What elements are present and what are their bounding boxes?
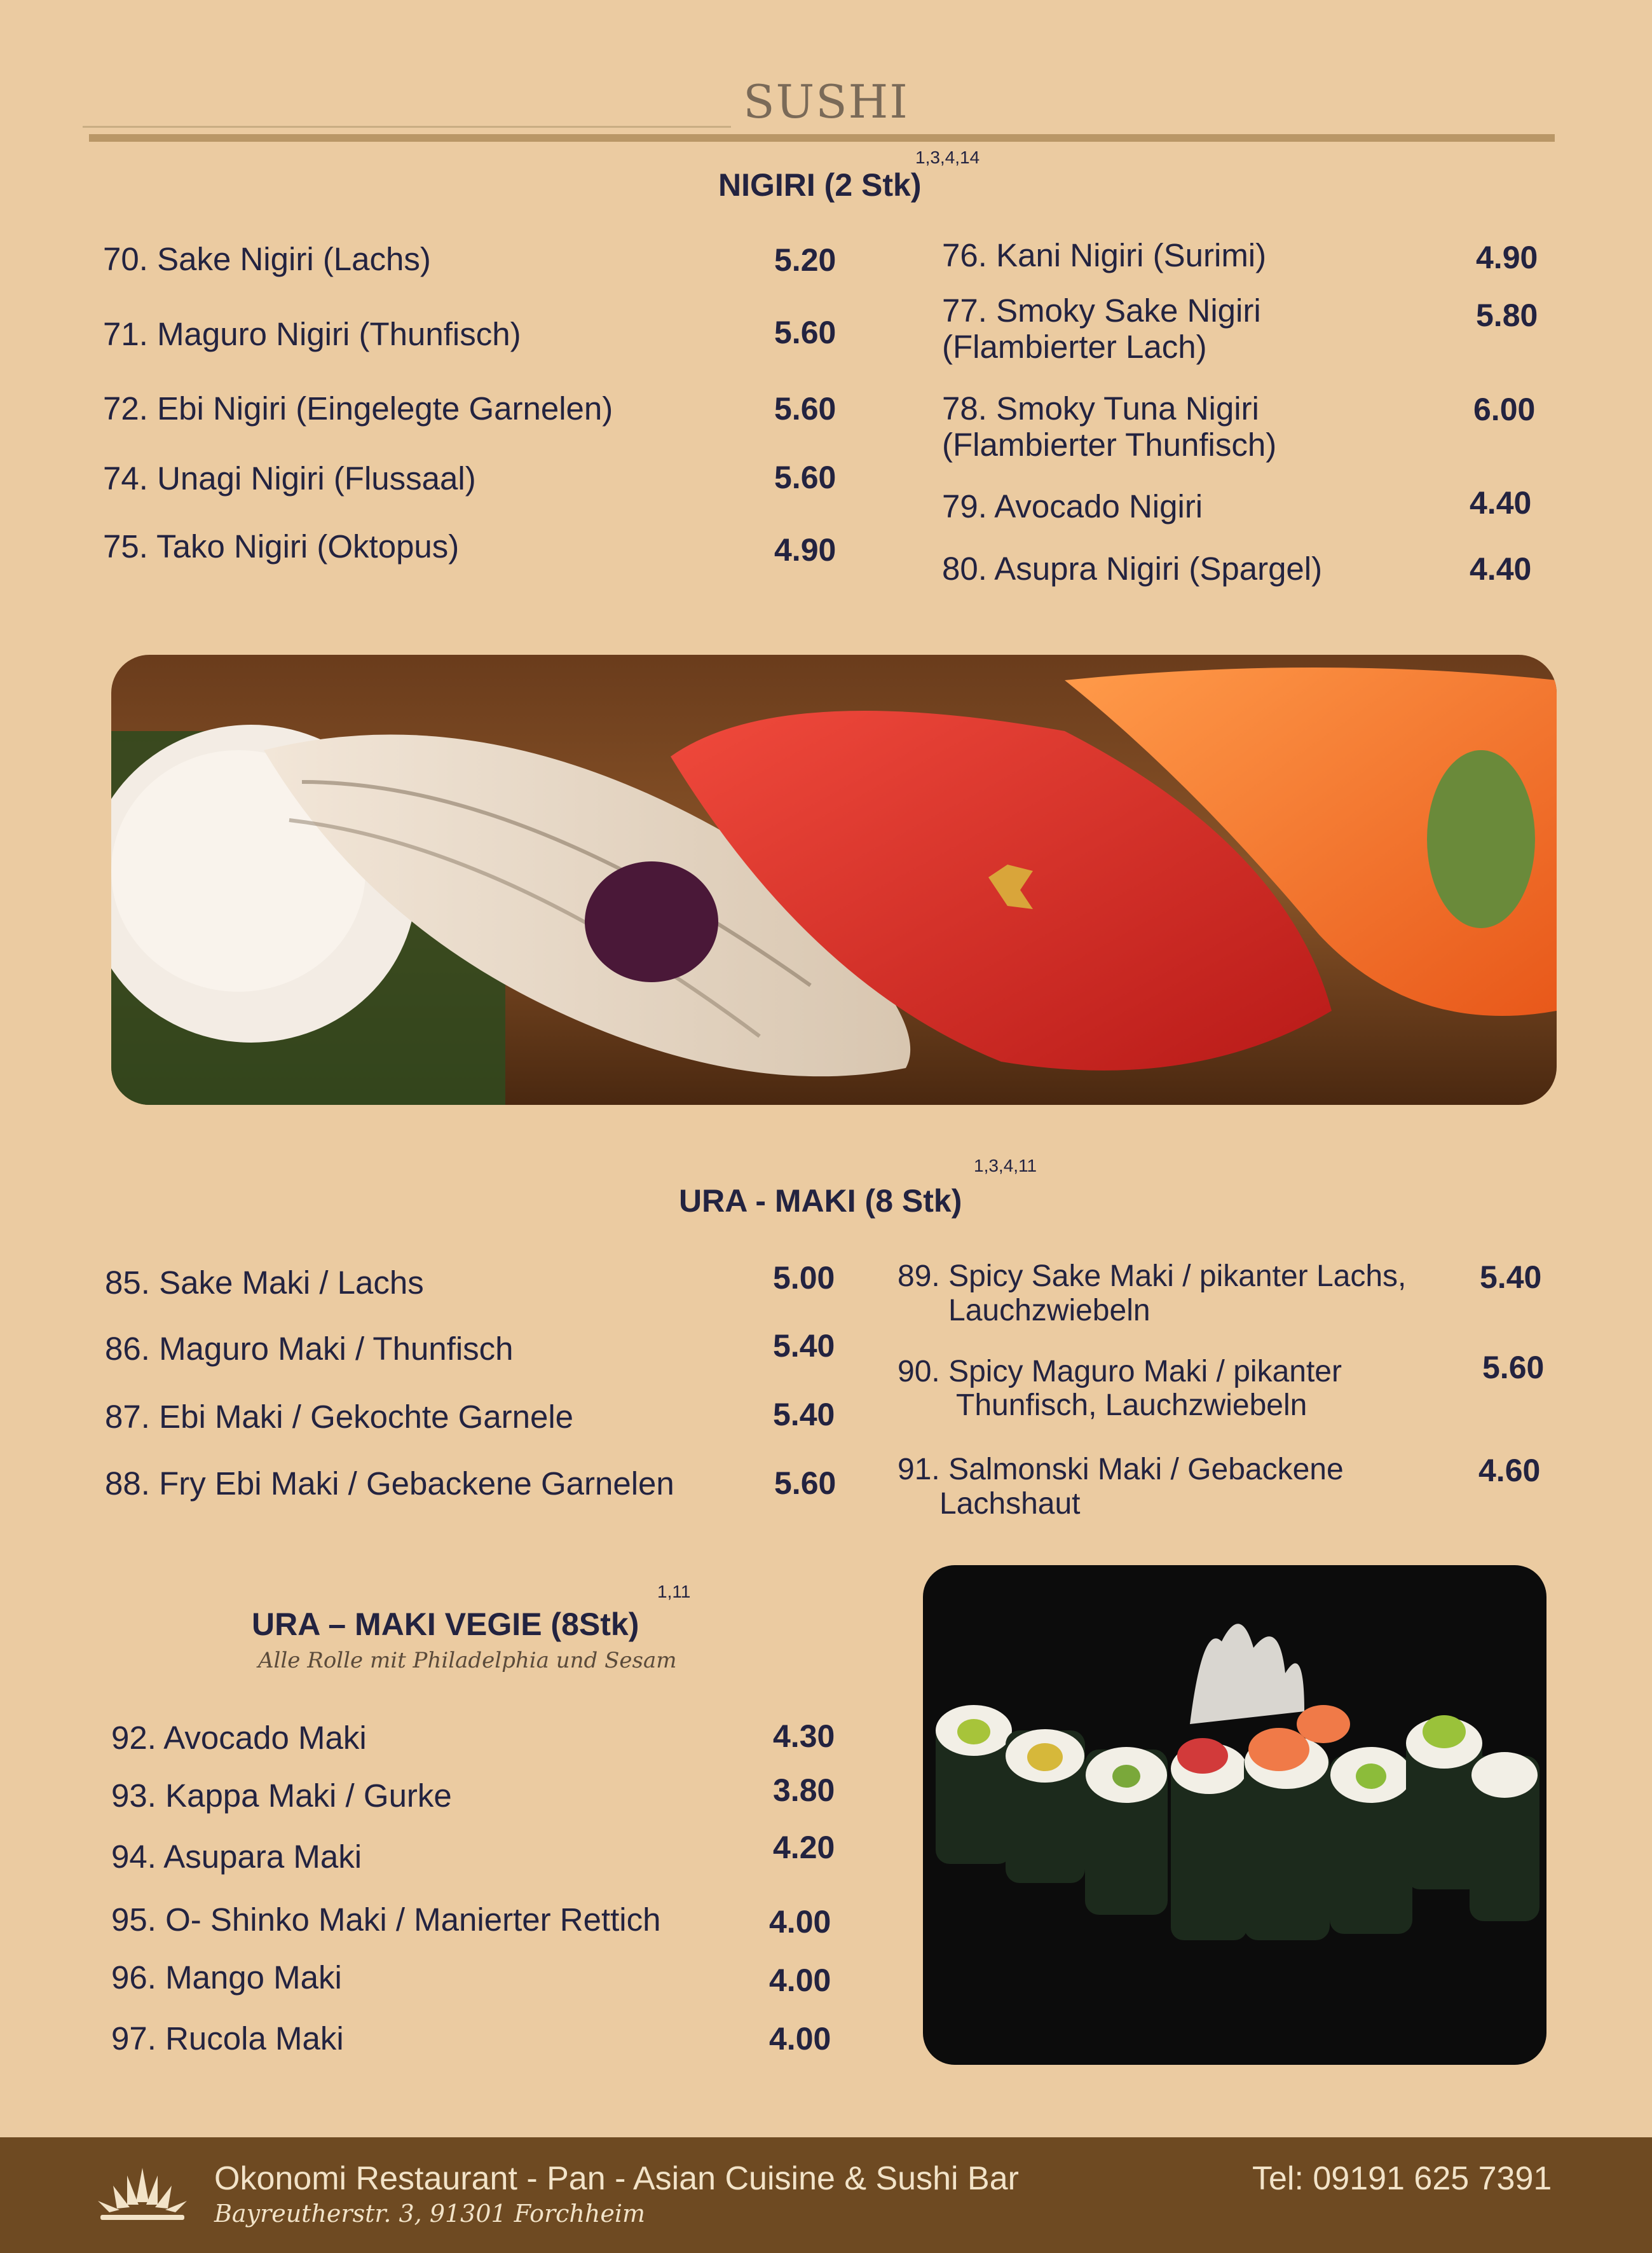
menu-item: 78. Smoky Tuna Nigiri (942, 390, 1259, 427)
nigiri-photo (111, 655, 1557, 1105)
menu-item-price: 3.80 (773, 1772, 835, 1808)
menu-item-price: 5.40 (773, 1397, 835, 1432)
menu-item-price: 4.60 (1478, 1453, 1541, 1488)
menu-item: 85. Sake Maki / Lachs (105, 1264, 424, 1301)
menu-item-subtext: Lachshaut (939, 1487, 1081, 1521)
menu-item-subtext: (Flambierter Lach) (942, 329, 1207, 365)
menu-item-price: 4.90 (774, 532, 836, 568)
menu-item: 93. Kappa Maki / Gurke (111, 1777, 452, 1814)
footer-restaurant-name: Okonomi Restaurant - Pan - Asian Cuisine & Sushi Bar (214, 2160, 1019, 2197)
menu-item-price: 4.00 (769, 2021, 831, 2057)
menu-item: 92. Avocado Maki (111, 1720, 367, 1756)
footer-phone: Tel: 09191 625 7391 (1252, 2160, 1552, 2197)
menu-item: 80. Asupra Nigiri (Spargel) (942, 551, 1323, 587)
nigiri-allergens: 1,3,4,14 (915, 147, 980, 167)
menu-item: 90. Spicy Maguro Maki / pikanter (898, 1355, 1342, 1388)
menu-item-subtext: Lauchzwiebeln (948, 1294, 1150, 1327)
menu-item-price: 5.20 (774, 242, 836, 278)
menu-item-price: 5.40 (1480, 1259, 1542, 1295)
vegie-heading: URA – MAKI VEGIE (8Stk) (252, 1606, 639, 1642)
maki-photo (923, 1565, 1546, 2065)
menu-item-price: 4.00 (769, 1904, 831, 1940)
menu-item-price: 4.40 (1470, 551, 1532, 587)
menu-item: 70. Sake Nigiri (Lachs) (103, 241, 431, 277)
menu-item: 91. Salmonski Maki / Gebackene (898, 1453, 1344, 1486)
vegie-note: Alle Rolle mit Philadelphia und Sesam (258, 1648, 677, 1673)
menu-item-price: 4.40 (1470, 485, 1532, 521)
menu-item-price: 4.90 (1476, 240, 1538, 275)
menu-item-price: 5.60 (774, 391, 836, 427)
menu-item: 89. Spicy Sake Maki / pikanter Lachs, (898, 1259, 1407, 1293)
menu-item: 71. Maguro Nigiri (Thunfisch) (103, 316, 521, 352)
menu-item-price: 5.60 (774, 1465, 836, 1501)
page-title: SUSHI (743, 75, 909, 128)
menu-item-price: 5.60 (1482, 1350, 1545, 1385)
menu-item: 86. Maguro Maki / Thunfisch (105, 1331, 514, 1367)
menu-item: 79. Avocado Nigiri (942, 488, 1203, 524)
title-divider-thin (83, 126, 731, 128)
menu-item: 94. Asupara Maki (111, 1839, 362, 1875)
menu-item: 87. Ebi Maki / Gekochte Garnele (105, 1399, 574, 1435)
menu-item-price: 5.60 (774, 460, 836, 495)
menu-item: 76. Kani Nigiri (Surimi) (942, 237, 1267, 273)
title-divider (89, 134, 1555, 142)
menu-item: 95. O- Shinko Maki / Manierter Rettich (111, 1901, 661, 1938)
menu-item-price: 5.80 (1476, 298, 1538, 333)
lotus-logo-icon (94, 2164, 191, 2225)
menu-item: 96. Mango Maki (111, 1959, 342, 1996)
menu-item: 77. Smoky Sake Nigiri (942, 292, 1261, 329)
menu-item-price: 5.60 (774, 315, 836, 350)
menu-item: 75. Tako Nigiri (Oktopus) (103, 528, 460, 565)
menu-item-price: 6.00 (1473, 392, 1536, 427)
menu-item: 88. Fry Ebi Maki / Gebackene Garnelen (105, 1465, 674, 1502)
menu-item: 72. Ebi Nigiri (Eingelegte Garnelen) (103, 390, 613, 427)
menu-item-subtext: (Flambierter Thunfisch) (942, 427, 1277, 463)
menu-item: 74. Unagi Nigiri (Flussaal) (103, 460, 476, 496)
menu-item-price: 5.00 (773, 1260, 835, 1296)
menu-item-price: 4.00 (769, 1962, 831, 1998)
menu-item-price: 4.20 (773, 1830, 835, 1865)
menu-item-subtext: Thunfisch, Lauchzwiebeln (956, 1388, 1307, 1422)
menu-item: 97. Rucola Maki (111, 2020, 344, 2057)
ura-maki-allergens: 1,3,4,11 (974, 1156, 1037, 1175)
nigiri-heading: NIGIRI (2 Stk) (718, 167, 922, 203)
ura-maki-heading: URA - MAKI (8 Stk) (679, 1183, 962, 1219)
menu-item-price: 5.40 (773, 1328, 835, 1364)
menu-item-price: 4.30 (773, 1718, 835, 1754)
footer-address: Bayreutherstr. 3, 91301 Forchheim (214, 2200, 646, 2228)
vegie-allergens: 1,11 (657, 1582, 691, 1601)
